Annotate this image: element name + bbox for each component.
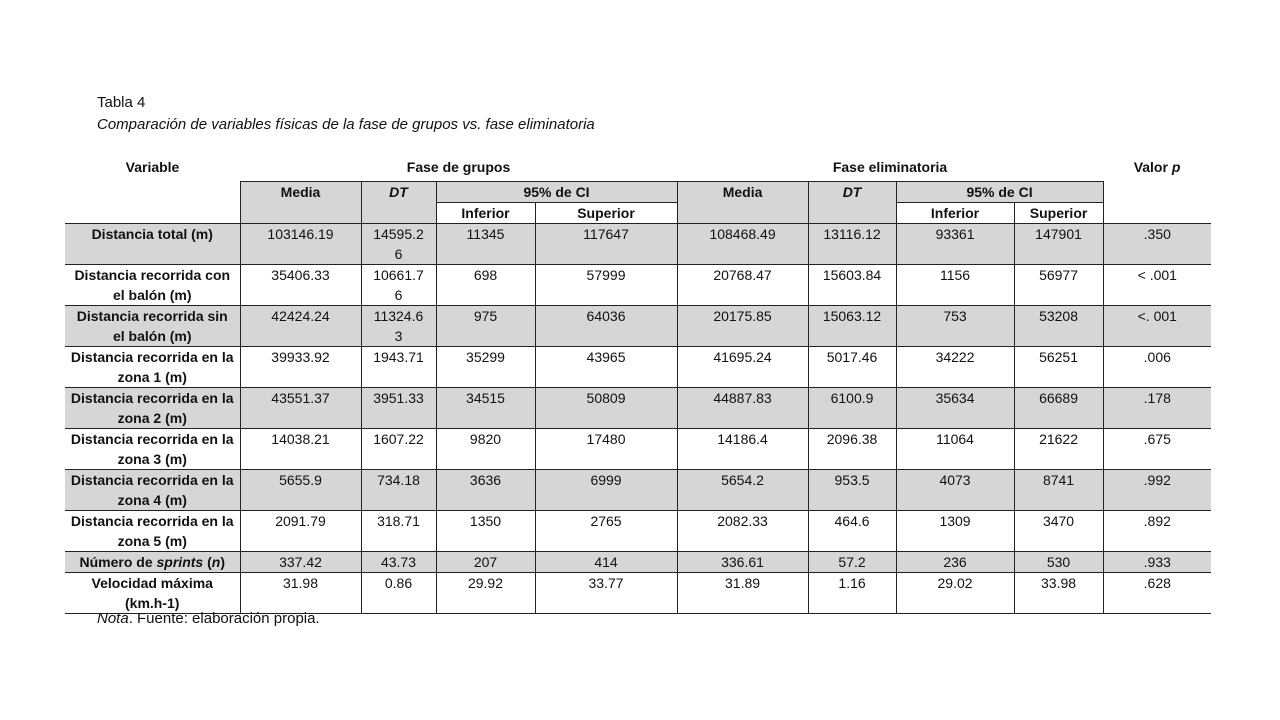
table-cell-e-sup: 3470 — [1014, 510, 1103, 551]
valor-p-text: Valor p — [1133, 159, 1181, 175]
table-cell-g-sup: 57999 — [535, 264, 677, 305]
table-cell-e-media: 20768.47 — [677, 264, 808, 305]
table-cell-e-inf: 35634 — [896, 387, 1014, 428]
header-dt-g — [361, 181, 436, 223]
table-row — [65, 428, 1211, 469]
table-cell-g-inf: 35299 — [436, 346, 535, 387]
table-cell-e-media: 20175.85 — [677, 305, 808, 346]
table-caption — [97, 92, 595, 136]
table-cell-e-sup: 66689 — [1014, 387, 1103, 428]
table-cell-e-sup: 56977 — [1014, 264, 1103, 305]
table-row — [65, 551, 1211, 572]
header-superior-g: Superior — [535, 202, 677, 223]
table-cell-e-dt: 6100.9 — [808, 387, 896, 428]
table-cell-e-media: 14186.4 — [677, 428, 808, 469]
table-cell-g-sup: 414 — [535, 551, 677, 572]
table-cell-g-media: 42424.24 — [240, 305, 361, 346]
table-cell-p: .675 — [1103, 428, 1211, 469]
table-cell-e-sup: 33.98 — [1014, 572, 1103, 613]
table-cell-e-sup: 8741 — [1014, 469, 1103, 510]
table-cell-p: .933 — [1103, 551, 1211, 572]
table-cell-p: .892 — [1103, 510, 1211, 551]
table-cell-e-sup: 21622 — [1014, 428, 1103, 469]
table-cell-e-inf: 1156 — [896, 264, 1014, 305]
table-cell-e-inf: 93361 — [896, 223, 1014, 264]
table-cell-g-media: 103146.19 — [240, 223, 361, 264]
table-cell-p: < .001 — [1103, 264, 1211, 305]
table-cell-e-dt: 1.16 — [808, 572, 896, 613]
table-cell-g-media: 14038.21 — [240, 428, 361, 469]
table-cell-var: Distancia total (m) — [65, 223, 240, 264]
header-variable: Variable — [65, 155, 240, 181]
dt-e-text: DT — [842, 183, 862, 200]
table-cell-var: Número de sprints (n) — [65, 551, 240, 572]
table-row — [65, 305, 1211, 346]
table-cell-g-dt: 1607.22 — [361, 428, 436, 469]
table-cell-e-dt: 57.2 — [808, 551, 896, 572]
table-cell-e-inf: 4073 — [896, 469, 1014, 510]
header-ci-e: 95% de CI — [896, 181, 1103, 202]
table-cell-e-dt: 953.5 — [808, 469, 896, 510]
table-cell-e-inf: 29.02 — [896, 572, 1014, 613]
table-cell-g-inf: 975 — [436, 305, 535, 346]
table-cell-e-sup: 53208 — [1014, 305, 1103, 346]
table-cell-g-inf: 698 — [436, 264, 535, 305]
table-cell-e-sup: 56251 — [1014, 346, 1103, 387]
table-cell-g-inf: 207 — [436, 551, 535, 572]
table-cell-g-dt: 734.18 — [361, 469, 436, 510]
table-cell-g-dt: 14595.2 6 — [361, 223, 436, 264]
table-cell-e-dt: 5017.46 — [808, 346, 896, 387]
table-cell-p: .006 — [1103, 346, 1211, 387]
note-label: Nota — [97, 610, 129, 627]
table-cell-var: Distancia recorrida en la zona 1 (m) — [65, 346, 240, 387]
table-cell-g-inf: 29.92 — [436, 572, 535, 613]
table-cell-g-dt: 11324.6 3 — [361, 305, 436, 346]
table-cell-e-media: 336.61 — [677, 551, 808, 572]
table-cell-g-media: 337.42 — [240, 551, 361, 572]
table-row — [65, 264, 1211, 305]
table-cell-g-sup: 17480 — [535, 428, 677, 469]
table-cell-g-media: 5655.9 — [240, 469, 361, 510]
table-cell-e-inf: 753 — [896, 305, 1014, 346]
table-cell-e-inf: 1309 — [896, 510, 1014, 551]
table-cell-g-sup: 64036 — [535, 305, 677, 346]
table-row — [65, 510, 1211, 551]
table-cell-e-dt: 15063.12 — [808, 305, 896, 346]
table-cell-var: Distancia recorrida en la zona 5 (m) — [65, 510, 240, 551]
table-row — [65, 469, 1211, 510]
header-superior-e: Superior — [1014, 202, 1103, 223]
table-cell-g-media: 39933.92 — [240, 346, 361, 387]
table-cell-p: .628 — [1103, 572, 1211, 613]
table-cell-var: Distancia recorrida sin el balón (m) — [65, 305, 240, 346]
header-row-2 — [65, 181, 1211, 202]
table-cell-var: Distancia recorrida en la zona 3 (m) — [65, 428, 240, 469]
table-cell-g-dt: 10661.7 6 — [361, 264, 436, 305]
table-cell-g-sup: 2765 — [535, 510, 677, 551]
header-row-3 — [65, 202, 1211, 223]
table-cell-g-inf: 1350 — [436, 510, 535, 551]
table-cell-g-inf: 11345 — [436, 223, 535, 264]
table-row — [65, 346, 1211, 387]
table-cell-e-sup: 147901 — [1014, 223, 1103, 264]
header-row-1 — [65, 155, 1211, 181]
table-cell-g-sup: 33.77 — [535, 572, 677, 613]
table-cell-e-media: 5654.2 — [677, 469, 808, 510]
table-note — [97, 610, 320, 627]
table-cell-g-dt: 318.71 — [361, 510, 436, 551]
table-cell-e-media: 41695.24 — [677, 346, 808, 387]
table-subtitle: Comparación de variables físicas de la fase de grupos vs. fase eliminatoria — [97, 116, 595, 133]
table-cell-g-sup: 117647 — [535, 223, 677, 264]
table-cell-p: <. 001 — [1103, 305, 1211, 346]
table-cell-e-inf: 34222 — [896, 346, 1014, 387]
header-media-e: Media — [677, 181, 808, 223]
header-fase-grupos: Fase de grupos — [240, 155, 677, 181]
table-row — [65, 223, 1211, 264]
table-cell-p: .178 — [1103, 387, 1211, 428]
table-cell-e-dt: 13116.12 — [808, 223, 896, 264]
table-cell-var: Distancia recorrida en la zona 4 (m) — [65, 469, 240, 510]
table-cell-var: Distancia recorrida en la zona 2 (m) — [65, 387, 240, 428]
table-cell-p: .350 — [1103, 223, 1211, 264]
table-cell-p: .992 — [1103, 469, 1211, 510]
table-cell-g-media: 43551.37 — [240, 387, 361, 428]
note-text: . Fuente: elaboración propia. — [128, 610, 320, 627]
table-cell-e-dt: 15603.84 — [808, 264, 896, 305]
header-dt-e — [808, 181, 896, 223]
table-cell-g-sup: 43965 — [535, 346, 677, 387]
table-cell-e-media: 2082.33 — [677, 510, 808, 551]
table-cell-g-inf: 34515 — [436, 387, 535, 428]
table-row — [65, 387, 1211, 428]
header-valor-p — [1103, 155, 1211, 181]
table-cell-var: Velocidad máxima (km.h-1) — [65, 572, 240, 613]
table-cell-g-inf: 9820 — [436, 428, 535, 469]
table-cell-e-inf: 11064 — [896, 428, 1014, 469]
table-cell-e-media: 44887.83 — [677, 387, 808, 428]
header-media-g: Media — [240, 181, 361, 223]
table-cell-e-inf: 236 — [896, 551, 1014, 572]
table-cell-g-media: 35406.33 — [240, 264, 361, 305]
table-cell-e-media: 31.89 — [677, 572, 808, 613]
header-inferior-e: Inferior — [896, 202, 1014, 223]
header-ci-g: 95% de CI — [436, 181, 677, 202]
table-title: Tabla 4 — [97, 94, 146, 111]
dt-g-text: DT — [389, 183, 408, 200]
table-cell-g-dt: 1943.71 — [361, 346, 436, 387]
table-row — [65, 572, 1211, 613]
table-cell-g-dt: 0.86 — [361, 572, 436, 613]
table-cell-g-media: 2091.79 — [240, 510, 361, 551]
table-cell-g-dt: 43.73 — [361, 551, 436, 572]
table-cell-g-sup: 6999 — [535, 469, 677, 510]
table-cell-e-media: 108468.49 — [677, 223, 808, 264]
header-fase-eliminatoria: Fase eliminatoria — [677, 155, 1103, 181]
table-cell-g-dt: 3951.33 — [361, 387, 436, 428]
table-cell-var: Distancia recorrida con el balón (m) — [65, 264, 240, 305]
header-inferior-g: Inferior — [436, 202, 535, 223]
table-cell-g-media: 31.98 — [240, 572, 361, 613]
table-cell-e-dt: 2096.38 — [808, 428, 896, 469]
table-cell-e-sup: 530 — [1014, 551, 1103, 572]
data-table — [65, 155, 1211, 614]
table-cell-e-dt: 464.6 — [808, 510, 896, 551]
table-cell-g-sup: 50809 — [535, 387, 677, 428]
table-cell-g-inf: 3636 — [436, 469, 535, 510]
